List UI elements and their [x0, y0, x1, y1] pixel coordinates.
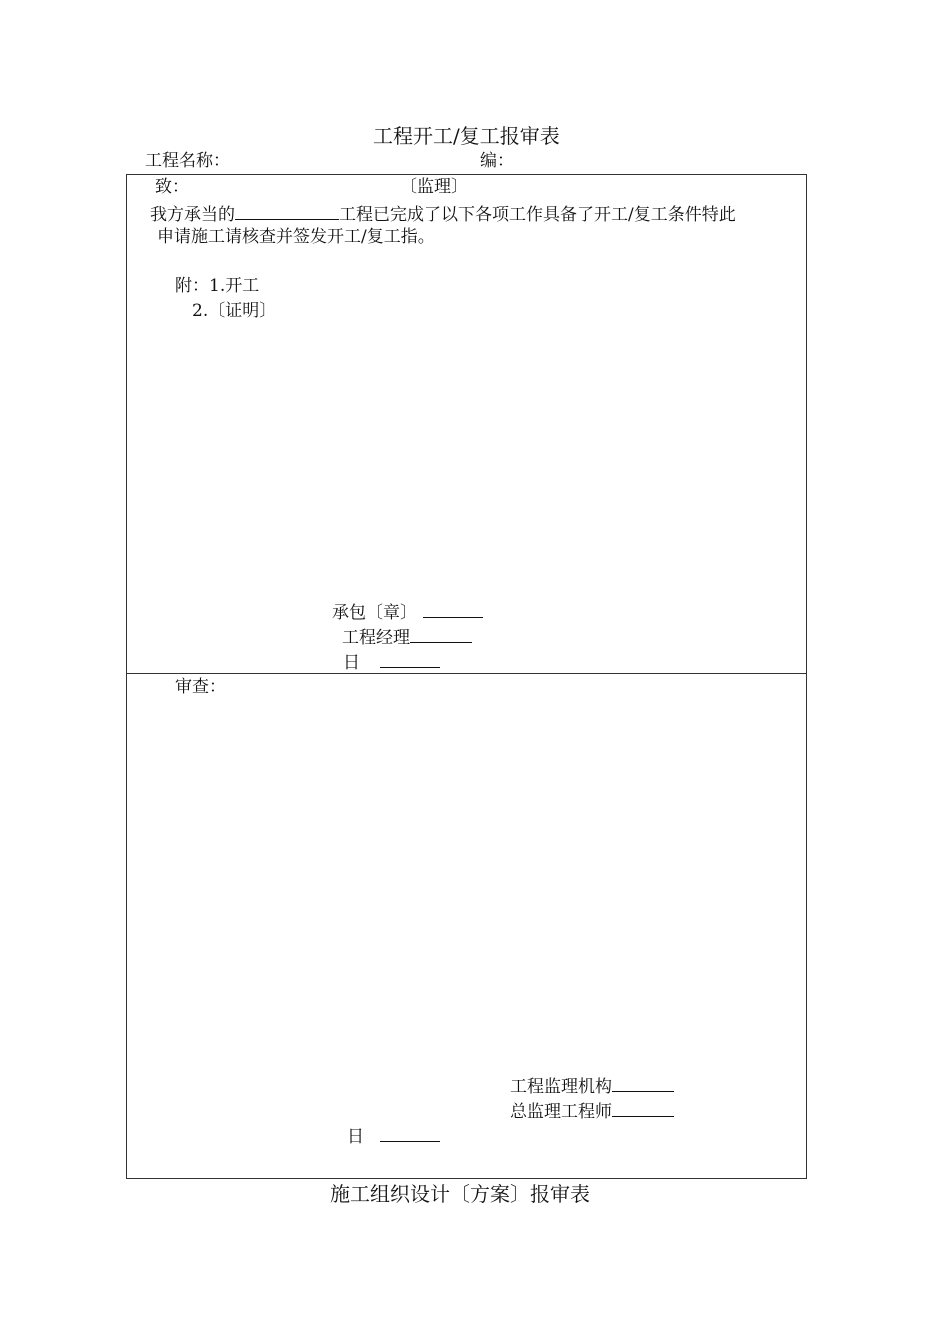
- review-date-field[interactable]: [380, 1126, 440, 1142]
- application-line-2: 申请施工请核查并签发开工/复工指。: [157, 227, 435, 247]
- contractor-seal-field[interactable]: [423, 602, 483, 618]
- supervision-org-row: [510, 1076, 674, 1096]
- project-manager-label: 工程经理: [342, 628, 410, 648]
- review-date-label: 日: [347, 1127, 364, 1147]
- supervision-org-label: 工程监理机构: [510, 1077, 612, 1097]
- chief-engineer-label: 总监理工程师: [510, 1102, 612, 1122]
- project-manager-field[interactable]: [410, 627, 472, 643]
- to-label: 致：: [155, 177, 189, 197]
- project-manager-row: [342, 627, 472, 647]
- chief-engineer-field[interactable]: [612, 1101, 674, 1117]
- line1-prefix: 我方承当的: [150, 205, 235, 225]
- attachment-item-2: 2.〔证明〕: [192, 301, 277, 321]
- project-blank-field[interactable]: [235, 204, 339, 220]
- review-date-row: [347, 1126, 440, 1146]
- line1-suffix: 工程已完成了以下各项工作具备了开工/复工条件特此: [339, 205, 736, 225]
- supervisor-label: 〔监理〕: [400, 177, 468, 197]
- number-label: 编：: [480, 151, 514, 171]
- project-name-label: 工程名称：: [145, 151, 230, 171]
- page-title: 工程开工/复工报审表: [373, 124, 560, 148]
- review-label: 审查：: [175, 677, 226, 697]
- application-date-field[interactable]: [380, 652, 440, 668]
- application-date-row: [343, 652, 440, 672]
- application-date-label: 日: [343, 653, 360, 673]
- next-form-title: 施工组织设计〔方案〕报审表: [330, 1182, 590, 1206]
- chief-engineer-row: [510, 1101, 674, 1121]
- section-divider: [126, 673, 807, 674]
- contractor-seal-row: [332, 602, 483, 622]
- form-table: [126, 174, 807, 1179]
- contractor-seal-label: 承包〔章〕: [332, 603, 417, 623]
- attachment-item-1: 附：1.开工: [175, 276, 260, 296]
- application-line-1: [150, 204, 736, 224]
- supervision-org-field[interactable]: [612, 1076, 674, 1092]
